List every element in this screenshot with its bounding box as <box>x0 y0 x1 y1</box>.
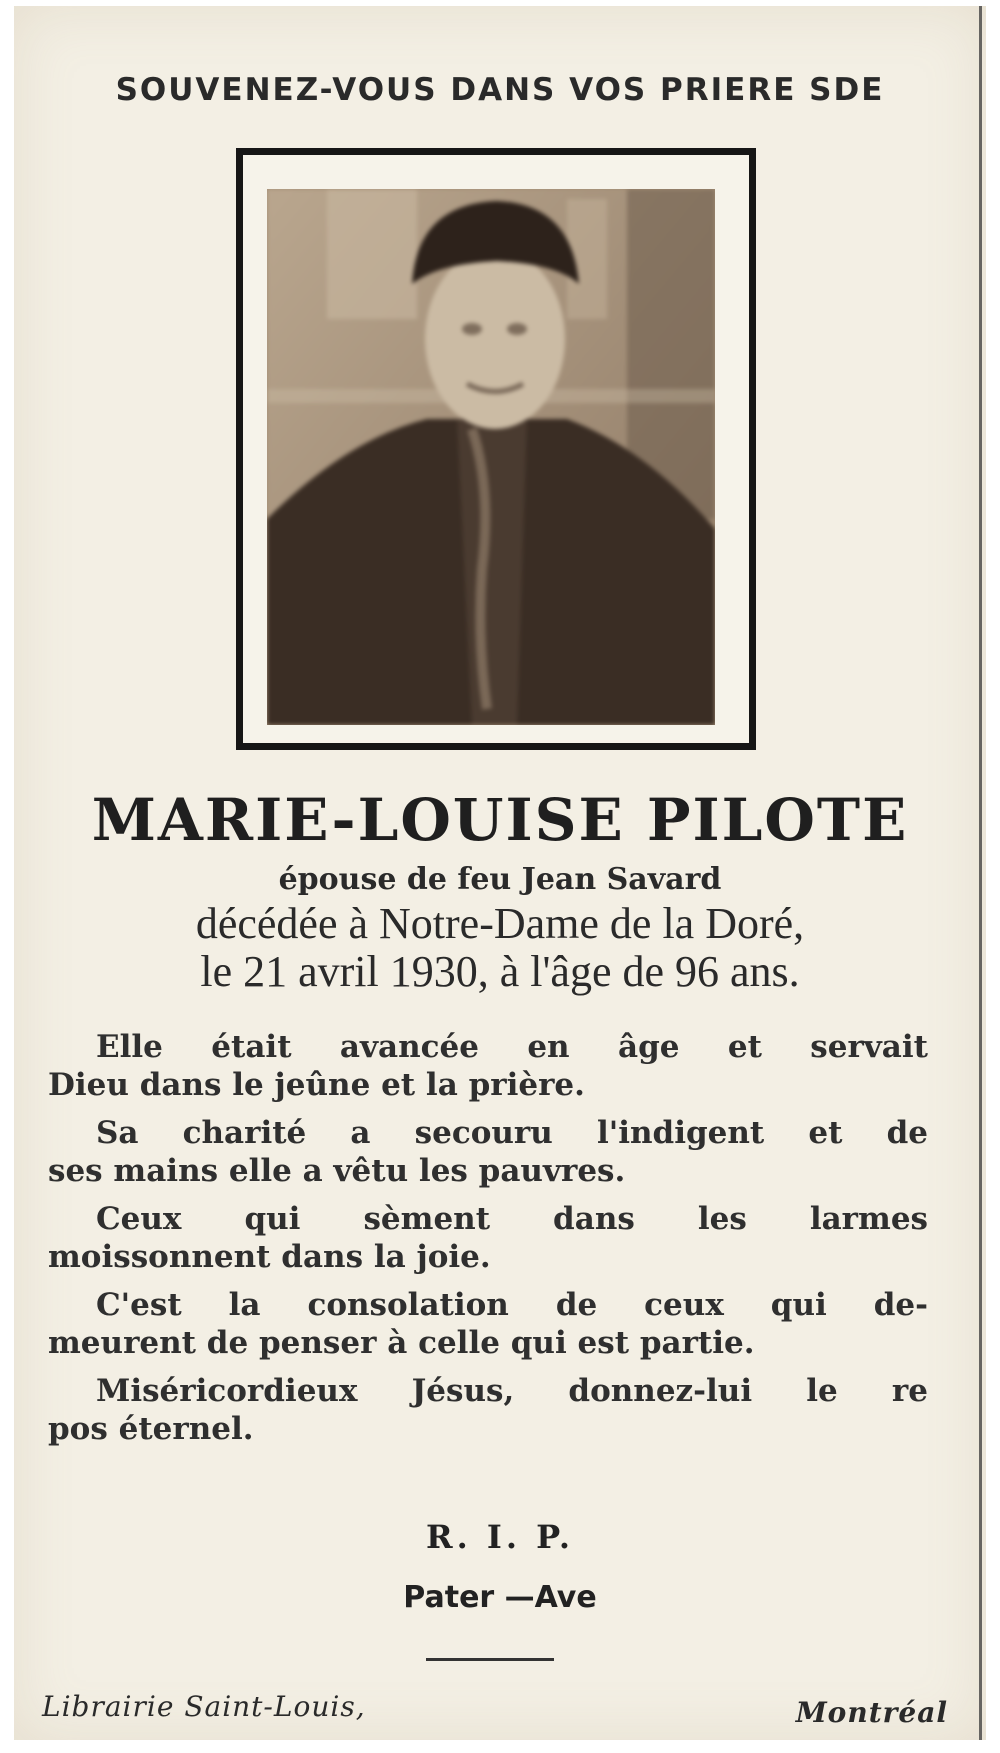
divider <box>426 1658 554 1661</box>
rip-text: R. I. P. <box>425 1518 575 1556</box>
verse-line: pos éternel. <box>48 1411 254 1447</box>
death-line-place: décédée à Notre-Dame de la Doré, <box>195 899 805 948</box>
card-header: SOUVENEZ-VOUS DANS VOS PRIERE SDE <box>115 72 885 108</box>
death-notice <box>14 900 986 996</box>
memorial-card <box>14 6 986 1740</box>
spouse-line: épouse de feu Jean Savard <box>278 862 722 897</box>
verse-line: Sa charité a secouru l'indigent et de <box>96 1115 928 1151</box>
printer-name: Librairie Saint-Louis, <box>42 1690 366 1723</box>
portrait-photo <box>267 189 715 725</box>
deceased-name: MARIE-LOUISE PILOTE <box>91 786 909 854</box>
verse-line: Ceux qui sèment dans les larmes <box>96 1201 928 1237</box>
verse-line: Miséricordieux Jésus, donnez-lui le re <box>96 1373 928 1409</box>
verse-paragraph <box>48 1114 928 1190</box>
verse-line: moissonnent dans la joie. <box>48 1239 491 1275</box>
verse-paragraph <box>48 1028 928 1104</box>
verse-line: C'est la consolation de ceux qui de- <box>96 1287 928 1323</box>
verse-line: Elle était avancée en âge et servait <box>96 1029 928 1065</box>
portrait-photo-icon <box>267 189 715 725</box>
verse-paragraph <box>48 1200 928 1276</box>
prayer-text: Pater —Ave <box>403 1580 597 1615</box>
verse-line: ses mains elle a vêtu les pauvres. <box>48 1153 626 1189</box>
verse-paragraph <box>48 1372 928 1448</box>
verse-line: Dieu dans le jeûne et la prière. <box>48 1067 585 1103</box>
photo-frame <box>236 148 756 750</box>
death-line-date: le 21 avril 1930, à l'âge de 96 ans. <box>200 947 800 996</box>
verse-line: meurent de penser à celle qui est partie. <box>48 1325 755 1361</box>
printer-city: Montréal <box>795 1696 948 1729</box>
verse-paragraph <box>48 1286 928 1362</box>
